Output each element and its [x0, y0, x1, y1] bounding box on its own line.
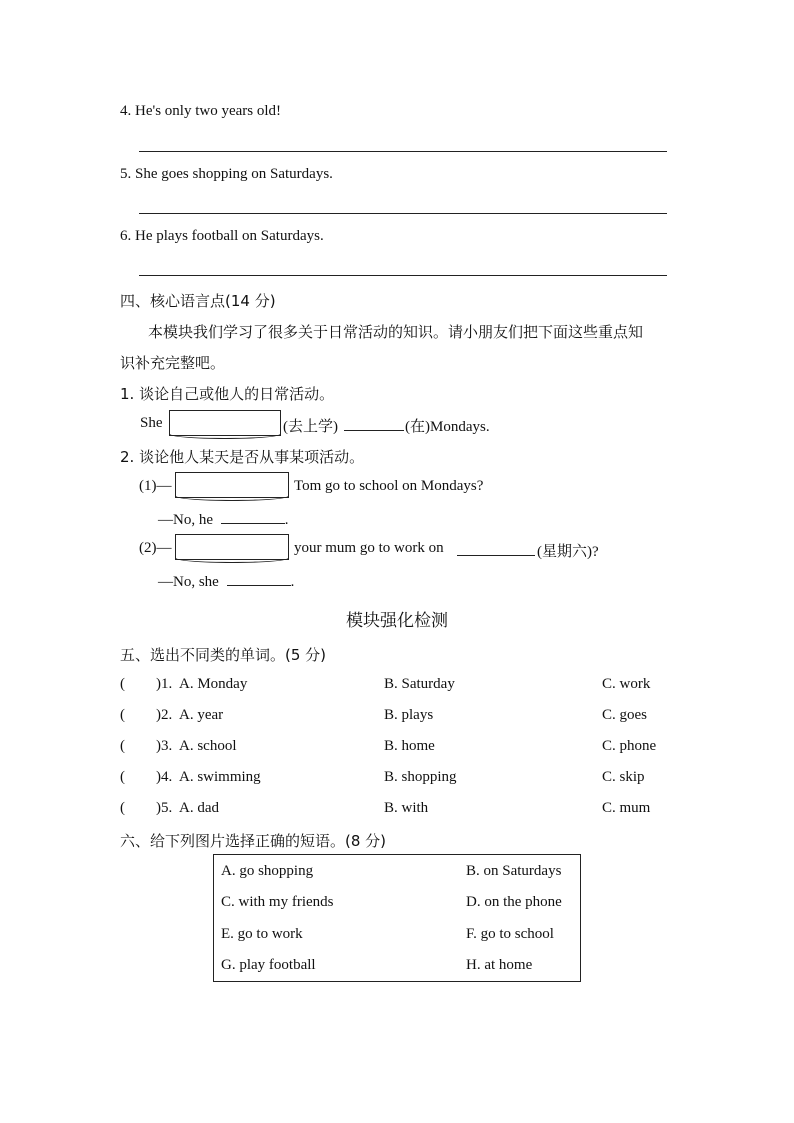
- q1-text: Tom go to school on Mondays?: [294, 478, 484, 494]
- row2-paren[interactable]: (: [120, 707, 125, 723]
- row5-option-b: B. with: [384, 800, 429, 816]
- row4-option-c: C. skip: [602, 769, 645, 785]
- row2-num: )2.: [156, 707, 173, 723]
- row4-option-a: A. swimming: [179, 769, 261, 785]
- sentence-4: 4. He's only two years old!: [120, 103, 282, 119]
- row3-paren[interactable]: (: [120, 738, 125, 754]
- q1-answer-prefix: —No, he: [158, 512, 213, 528]
- word-box-1[interactable]: [169, 410, 281, 436]
- row1-num: )1.: [156, 676, 173, 692]
- phrase-option-h: H. at home: [466, 957, 533, 973]
- phrase-option-c: C. with my friends: [221, 894, 334, 910]
- section4-intro-line1: 本模块我们学习了很多关于日常活动的知识。请小朋友们把下面这些重点知: [148, 323, 644, 341]
- row5-option-a: A. dad: [179, 800, 219, 816]
- row1-paren[interactable]: (: [120, 676, 125, 692]
- sentence-6: 6. He plays football on Saturdays.: [120, 228, 324, 244]
- section4-intro-line2: 识补充完整吧。: [120, 354, 226, 372]
- point1-hint1: (去上学): [283, 419, 338, 435]
- q2-hint: (星期六)?: [537, 544, 599, 560]
- point1-she: She: [140, 415, 163, 431]
- q2-text: your mum go to work on: [294, 540, 444, 556]
- row1-option-b: B. Saturday: [384, 676, 455, 692]
- row5-paren[interactable]: (: [120, 800, 125, 816]
- row3-option-a: A. school: [179, 738, 237, 754]
- row4-paren[interactable]: (: [120, 769, 125, 785]
- module-title: 模块强化检测: [346, 611, 448, 631]
- section5-heading: 五、选出不同类的单词。(5 分): [120, 646, 327, 664]
- row5-option-c: C. mum: [602, 800, 651, 816]
- q2-answer: —No, she .: [158, 571, 294, 591]
- row2-option-b: B. plays: [384, 707, 434, 723]
- point1-blank[interactable]: [344, 416, 404, 431]
- q2-blank[interactable]: [457, 541, 535, 556]
- row5-num: )5.: [156, 800, 173, 816]
- q1-prefix: (1)—: [139, 478, 172, 494]
- q1-answer-blank[interactable]: [221, 509, 285, 524]
- point1-title: 1. 谈论自己或他人的日常活动。: [120, 385, 335, 403]
- row3-option-b: B. home: [384, 738, 435, 754]
- q2-answer-prefix: —No, she: [158, 574, 219, 590]
- phrase-option-d: D. on the phone: [466, 894, 562, 910]
- row3-num: )3.: [156, 738, 173, 754]
- phrase-option-a: A. go shopping: [221, 863, 314, 879]
- section4-heading: 四、核心语言点(14 分): [120, 292, 276, 310]
- row1-option-c: C. work: [602, 676, 651, 692]
- phrase-option-f: F. go to school: [466, 926, 554, 942]
- phrase-option-g: G. play football: [221, 957, 316, 973]
- word-box-2[interactable]: [175, 472, 289, 498]
- phrase-option-e: E. go to work: [221, 926, 303, 942]
- row4-num: )4.: [156, 769, 173, 785]
- q2-prefix: (2)—: [139, 540, 172, 556]
- sentence-5: 5. She goes shopping on Saturdays.: [120, 166, 333, 182]
- row2-option-c: C. goes: [602, 707, 647, 723]
- answer-line-6[interactable]: [139, 275, 667, 276]
- row4-option-b: B. shopping: [384, 769, 457, 785]
- point1-hint2: (在)Mondays.: [405, 419, 490, 435]
- q2-answer-blank[interactable]: [227, 571, 291, 586]
- row2-option-a: A. year: [179, 707, 224, 723]
- answer-line-5[interactable]: [139, 213, 667, 214]
- word-box-3[interactable]: [175, 534, 289, 560]
- row3-option-c: C. phone: [602, 738, 657, 754]
- point2-title: 2. 谈论他人某天是否从事某项活动。: [120, 448, 365, 466]
- row1-option-a: A. Monday: [179, 676, 248, 692]
- q1-answer: —No, he .: [158, 509, 289, 529]
- answer-line-4[interactable]: [139, 151, 667, 152]
- section6-heading: 六、给下列图片选择正确的短语。(8 分): [120, 832, 387, 850]
- phrase-option-b: B. on Saturdays: [466, 863, 562, 879]
